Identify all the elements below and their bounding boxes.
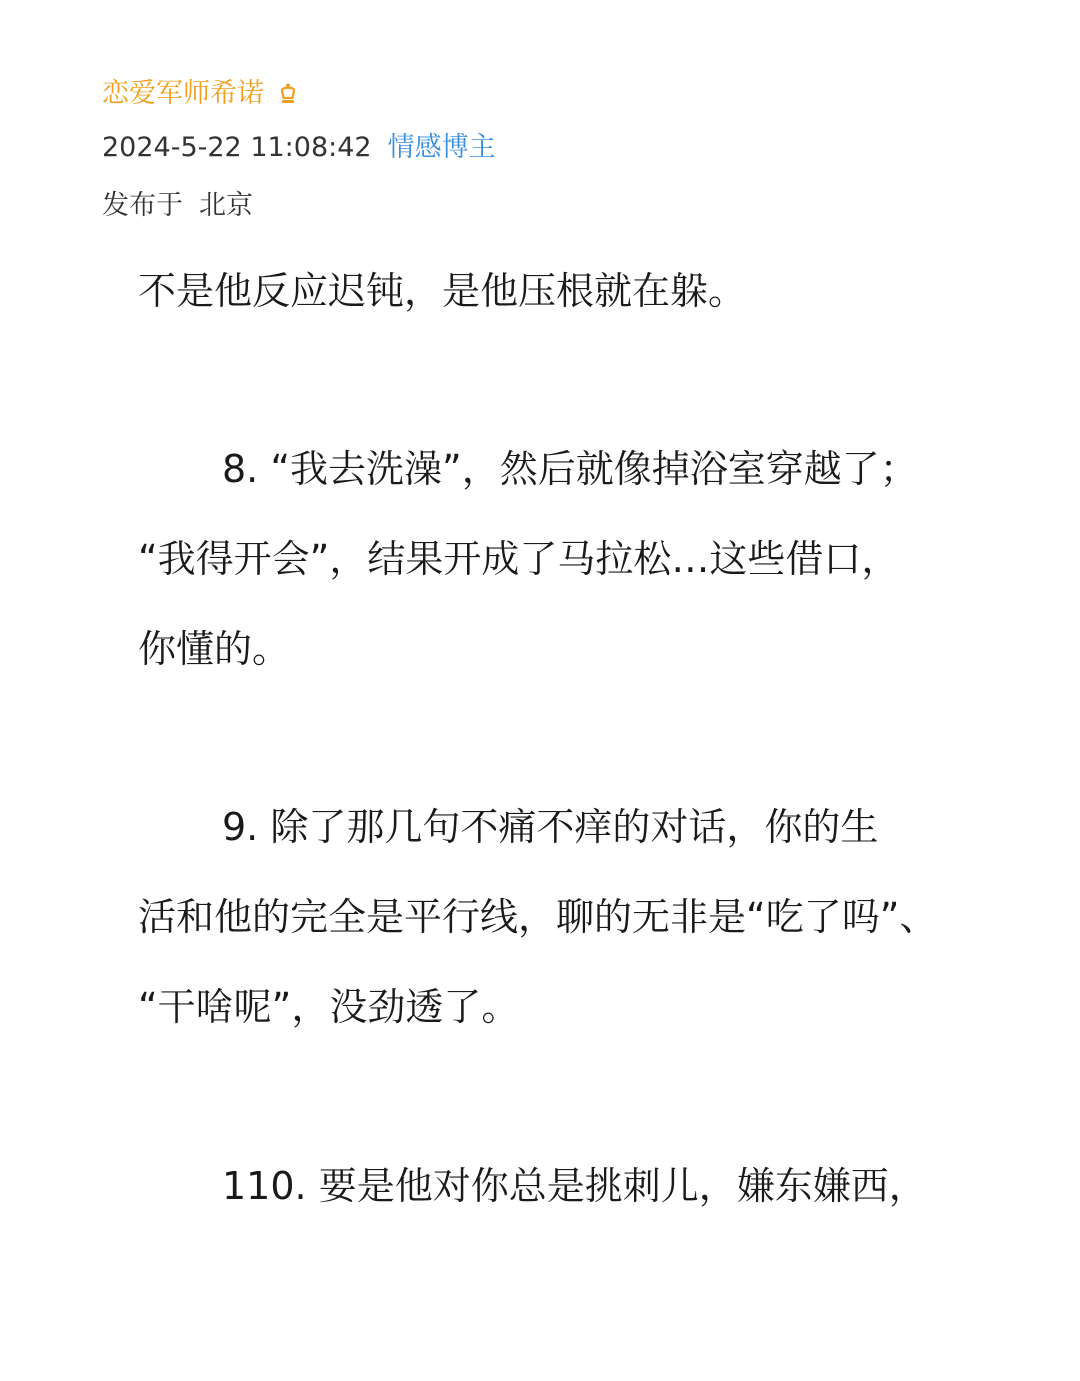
crown-icon	[276, 82, 300, 106]
post-header	[102, 74, 496, 222]
paragraph-line: “干啥呢”，没劲透了。	[138, 985, 520, 1029]
paragraph-3	[138, 782, 937, 1052]
location-row	[102, 182, 496, 222]
paragraph-4	[138, 1141, 927, 1231]
location-label: 发布于	[102, 189, 183, 221]
paragraph-line: 8. “我去洗澡”，然后就像掉浴室穿越了；	[222, 447, 918, 491]
paragraph-line: 9. 除了那几句不痛不痒的对话，你的生	[222, 805, 879, 849]
location-value: 北京	[199, 189, 253, 221]
paragraph-line: 你懂的。	[138, 627, 291, 671]
meta-row	[102, 128, 496, 168]
paragraph-2	[138, 424, 918, 694]
author-name[interactable]: 恋爱军师希诺	[102, 78, 264, 109]
paragraph-line: “我得开会”，结果开成了马拉松…这些借口，	[138, 537, 900, 581]
author-row	[102, 74, 496, 114]
post-timestamp: 2024-5-22 11:08:42	[102, 132, 372, 163]
paragraph-line: 110. 要是他对你总是挑刺儿，嫌东嫌西，	[222, 1164, 927, 1208]
paragraph-1	[138, 246, 746, 336]
paragraph-line: 活和他的完全是平行线，聊的无非是“吃了吗”、	[138, 895, 938, 939]
paragraph-line: 不是他反应迟钝，是他压根就在躲。	[138, 269, 747, 313]
author-tag[interactable]: 情感博主	[387, 132, 496, 163]
